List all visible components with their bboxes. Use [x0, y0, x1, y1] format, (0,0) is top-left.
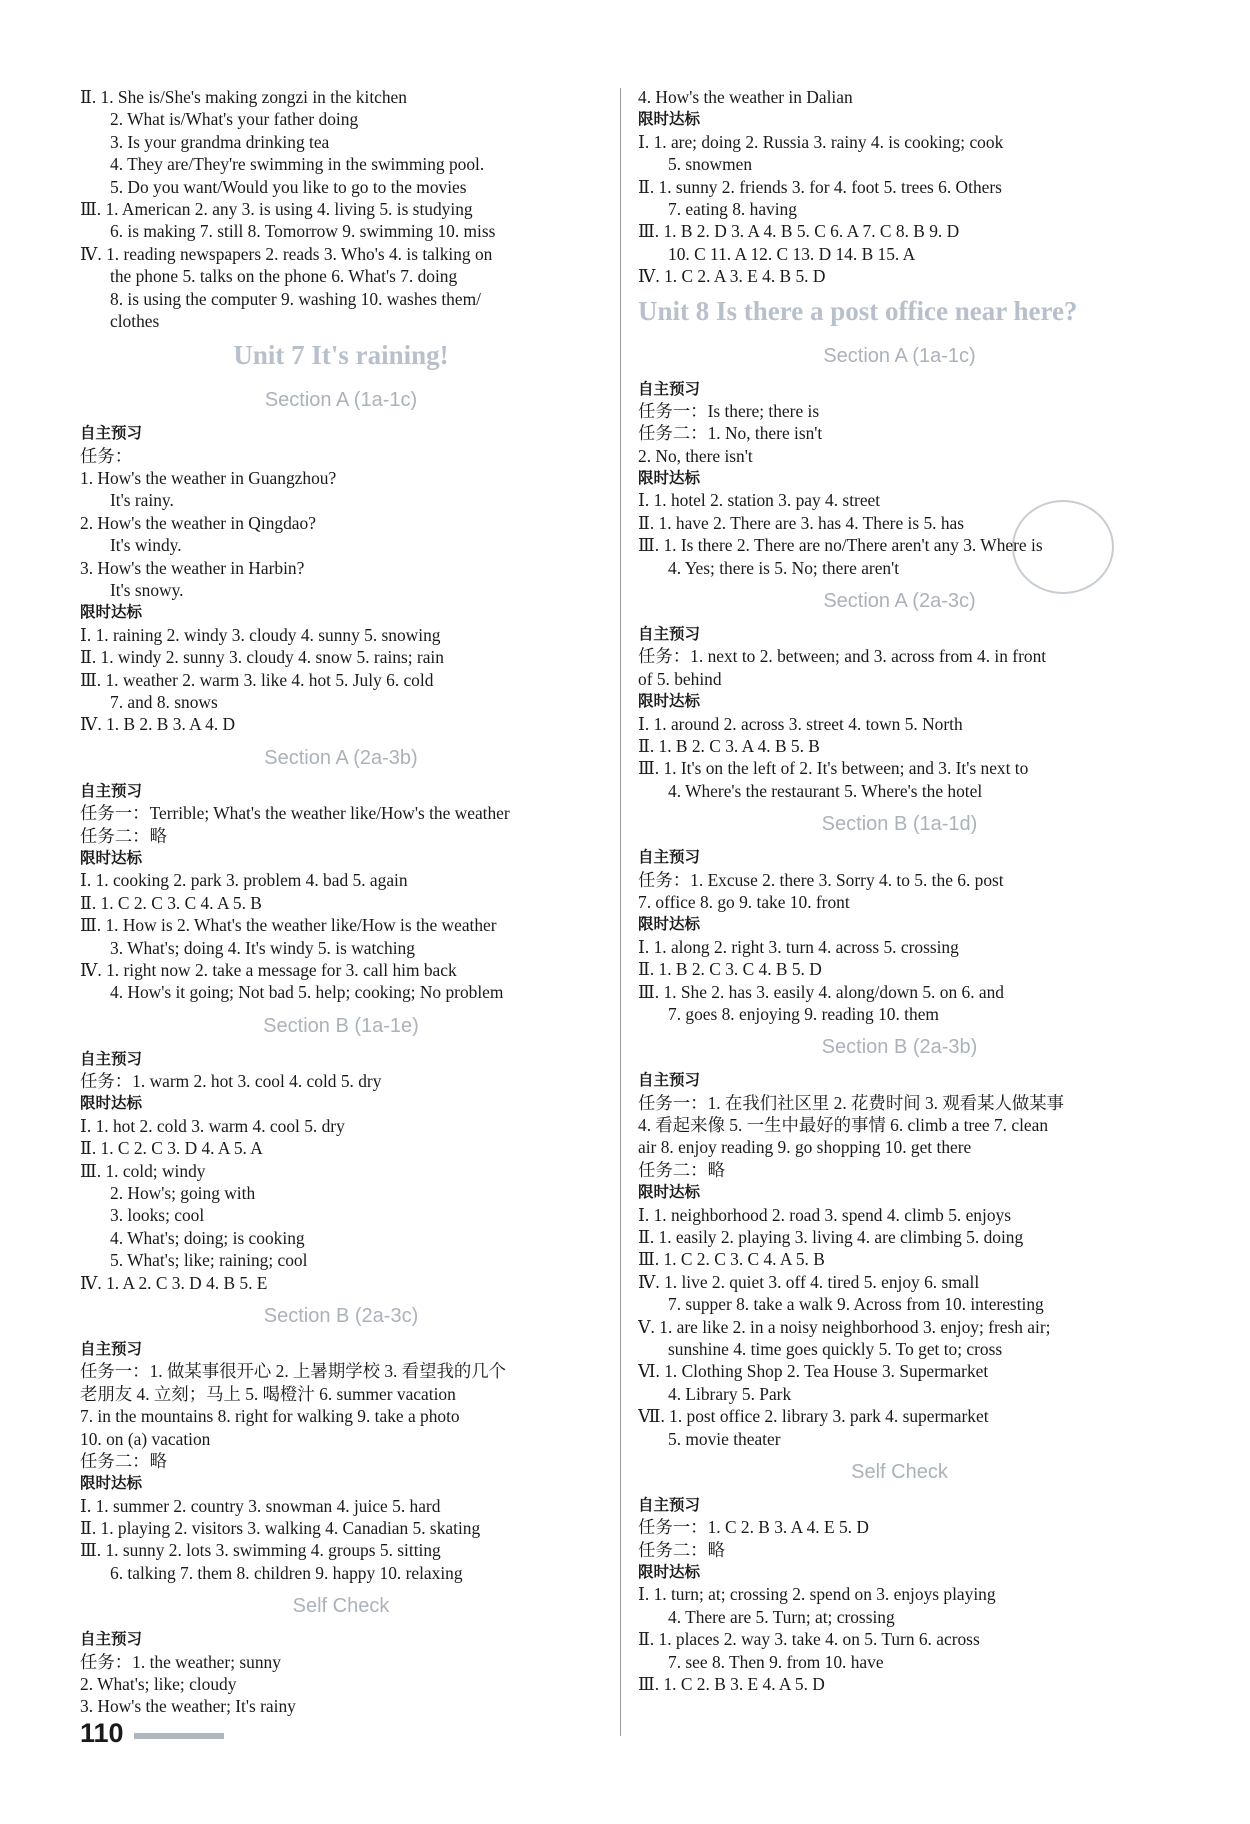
- answer-line: 4. Yes; there is 5. No; there aren't: [668, 557, 900, 578]
- answer-line: 7. see 8. Then 9. from 10. have: [668, 1651, 884, 1672]
- answer-line: Ⅰ. 1. are; doing 2. Russia 3. rainy 4. is cooking; cook: [638, 131, 1004, 152]
- answer-line: Ⅲ. 1. American 2. any 3. is using 4. living 5. is studying: [80, 198, 473, 219]
- answer-line: 2. What's; like; cloudy: [80, 1674, 237, 1695]
- column-divider: [620, 88, 621, 1736]
- answer-line: the phone 5. talks on the phone 6. What's 7. doing: [110, 266, 458, 287]
- section-heading: Section A (2a-3b): [264, 746, 418, 769]
- answer-line: Ⅰ. 1. turn; at; crossing 2. spend on 3. enjoys playing: [638, 1584, 996, 1605]
- exercise-heading: 限时达标: [638, 692, 701, 711]
- answer-line: Ⅲ. 1. sunny 2. lots 3. swimming 4. groups 5. sitting: [80, 1540, 441, 1561]
- answer-line: 10. on (a) vacation: [80, 1428, 211, 1449]
- answer-line: 3. What's; doing 4. It's windy 5. is watching: [110, 937, 415, 958]
- answer-line: 10. C 11. A 12. C 13. D 14. B 15. A: [668, 243, 916, 264]
- answer-line: Ⅳ. 1. live 2. quiet 3. off 4. tired 5. enjoy 6. small: [638, 1271, 980, 1292]
- answer-line: Ⅰ. 1. neighborhood 2. road 3. spend 4. climb 5. enjoys: [638, 1204, 1011, 1225]
- answer-line: Ⅱ. 1. playing 2. visitors 3. walking 4. Canadian 5. skating: [80, 1518, 481, 1539]
- answer-line: Ⅱ. 1. easily 2. playing 3. living 4. are climbing 5. doing: [638, 1227, 1024, 1248]
- exercise-heading: 自主预习: [638, 625, 701, 644]
- answer-line: of 5. behind: [638, 668, 722, 689]
- answer-line: Ⅰ. 1. hot 2. cold 3. warm 4. cool 5. dry: [80, 1115, 345, 1136]
- section-heading: Section A (1a-1c): [264, 389, 418, 412]
- answer-line: Ⅱ. 1. She is/She's making zongzi in the kitchen: [80, 87, 407, 107]
- answer-line: 5. What's; like; raining; cool: [110, 1250, 308, 1271]
- exercise-heading: 自主预习: [638, 848, 701, 867]
- answer-line: Ⅱ. 1. sunny 2. friends 3. for 4. foot 5. trees 6. Others: [638, 176, 1002, 197]
- answer-line: 任务一：1. C 2. B 3. A 4. E 5. D: [638, 1517, 869, 1538]
- answer-line: Ⅶ. 1. post office 2. library 3. park 4. supermarket: [638, 1406, 989, 1427]
- answer-line: 老朋友 4. 立刻；马上 5. 喝橙汁 6. summer vacation: [80, 1383, 456, 1404]
- answer-line: Ⅲ. 1. Is there 2. There are no/There aren't any 3. Where is: [638, 535, 1043, 556]
- answer-line: 任务：: [80, 445, 133, 466]
- answer-line: Ⅰ. 1. hotel 2. station 3. pay 4. street: [638, 490, 881, 511]
- answer-line: 4. They are/They're swimming in the swimming pool.: [110, 154, 485, 175]
- answer-line: 4. Library 5. Park: [668, 1383, 792, 1404]
- answer-line: 4. Where's the restaurant 5. Where's the hotel: [668, 780, 983, 801]
- answer-line: Ⅱ. 1. C 2. C 3. D 4. A 5. A: [80, 1138, 263, 1159]
- answer-line: 任务二：略: [80, 1450, 167, 1471]
- answer-line: Ⅱ. 1. have 2. There are 3. has 4. There is 5. has: [638, 512, 965, 533]
- section-heading: Section B (1a-1e): [263, 1014, 419, 1037]
- answer-line: It's windy.: [110, 535, 182, 556]
- exercise-heading: 限时达标: [638, 1563, 701, 1582]
- answer-line: Ⅱ. 1. places 2. way 3. take 4. on 5. Turn 6. across: [638, 1629, 980, 1650]
- answer-line: Ⅲ. 1. weather 2. warm 3. like 4. hot 5. July 6. cold: [80, 669, 434, 690]
- section-heading: Section B (2a-3c): [263, 1304, 419, 1327]
- section-heading: Self Check: [292, 1595, 390, 1618]
- answer-line: 5. snowmen: [668, 154, 753, 175]
- answer-line: clothes: [110, 310, 160, 331]
- exercise-heading: 自主预习: [638, 1495, 701, 1514]
- answer-line: Ⅲ. 1. C 2. B 3. E 4. A 5. D: [638, 1674, 825, 1695]
- answer-line: 3. Is your grandma drinking tea: [110, 131, 330, 152]
- exercise-heading: 限时达标: [638, 110, 701, 129]
- answer-line: 3. How's the weather; It's rainy: [80, 1696, 296, 1717]
- answer-line: 3. How's the weather in Harbin?: [80, 557, 305, 578]
- answer-line: Ⅳ. 1. reading newspapers 2. reads 3. Who's 4. is talking on: [80, 243, 493, 264]
- exercise-heading: 自主预习: [80, 424, 143, 443]
- section-heading: Section B (1a-1d): [821, 813, 978, 836]
- answer-line: 任务：1. next to 2. between; and 3. across from 4. in front: [638, 646, 1047, 667]
- answer-line: 4. 看起来像 5. 一生中最好的事情 6. climb a tree 7. clean: [638, 1115, 1049, 1136]
- answer-line: Ⅳ. 1. C 2. A 3. E 4. B 5. D: [638, 266, 826, 287]
- answer-line: 任务一：Is there; there is: [638, 400, 820, 421]
- answer-line: 7. in the mountains 8. right for walking 9. take a photo: [80, 1406, 460, 1427]
- answer-line: 任务二：1. No, there isn't: [638, 423, 823, 444]
- exercise-heading: 限时达标: [638, 915, 701, 934]
- answer-line: 8. is using the computer 9. washing 10. washes them/: [110, 288, 481, 309]
- answer-line: 7. office 8. go 9. take 10. front: [638, 891, 850, 912]
- answer-line: Ⅱ. 1. windy 2. sunny 3. cloudy 4. snow 5. rains; rain: [80, 647, 444, 668]
- exercise-heading: 自主预习: [638, 1071, 701, 1090]
- answer-line: It's rainy.: [110, 490, 174, 511]
- answer-line: 任务一：1. 在我们社区里 2. 花费时间 3. 观看某人做某事: [638, 1092, 1065, 1113]
- answer-line: 6. is making 7. still 8. Tomorrow 9. swimming 10. miss: [110, 221, 496, 242]
- page-number-bar: [134, 1733, 224, 1739]
- exercise-heading: 自主预习: [80, 781, 143, 800]
- answer-line: air 8. enjoy reading 9. go shopping 10. get there: [638, 1137, 972, 1158]
- exercise-heading: 自主预习: [80, 1630, 143, 1649]
- answer-line: 4. How's it going; Not bad 5. help; cooking; No problem: [110, 982, 504, 1003]
- answer-line: Ⅱ. 1. B 2. C 3. C 4. B 5. D: [638, 959, 822, 980]
- answer-line: 2. How's the weather in Qingdao?: [80, 512, 316, 533]
- section-heading: Self Check: [851, 1460, 948, 1483]
- answer-line: 任务二：略: [638, 1539, 725, 1560]
- exercise-heading: 限时达标: [638, 1183, 701, 1202]
- exercise-heading: 限时达标: [80, 1474, 143, 1493]
- answer-line: Ⅲ. 1. C 2. C 3. C 4. A 5. B: [638, 1249, 825, 1270]
- answer-line: Ⅰ. 1. cooking 2. park 3. problem 4. bad 5. again: [80, 870, 408, 891]
- unit-title: Unit 7 It's raining!: [233, 340, 449, 371]
- answer-line: 任务二：略: [638, 1159, 725, 1180]
- answer-line: 7. goes 8. enjoying 9. reading 10. them: [668, 1003, 939, 1024]
- answer-line: Ⅱ. 1. B 2. C 3. A 4. B 5. B: [638, 735, 820, 756]
- exercise-heading: 限时达标: [80, 848, 143, 867]
- left-column: [80, 86, 602, 1718]
- exercise-heading: 自主预习: [80, 1339, 143, 1358]
- answer-line: Ⅳ. 1. B 2. B 3. A 4. D: [80, 714, 236, 735]
- answer-line: Ⅵ. 1. Clothing Shop 2. Tea House 3. Supermarket: [638, 1361, 989, 1382]
- answer-line: Ⅲ. 1. How is 2. What's the weather like/How is the weather: [80, 915, 497, 936]
- exercise-heading: 限时达标: [80, 603, 143, 622]
- answer-line: 任务一：Terrible; What's the weather like/How's the weather: [80, 803, 510, 824]
- answer-line: 7. and 8. snows: [110, 691, 218, 712]
- answer-line: 任务：1. the weather; sunny: [80, 1651, 281, 1672]
- answer-line: Ⅰ. 1. raining 2. windy 3. cloudy 4. sunny 5. snowing: [80, 624, 441, 645]
- answer-line: 任务一：1. 做某事很开心 2. 上暑期学校 3. 看望我的几个: [80, 1361, 507, 1382]
- exercise-heading: 限时达标: [80, 1094, 143, 1113]
- answer-line: 4. What's; doing; is cooking: [110, 1227, 305, 1248]
- answer-line: Ⅰ. 1. along 2. right 3. turn 4. across 5. crossing: [638, 936, 959, 957]
- answer-line: 5. Do you want/Would you like to go to the movies: [110, 176, 467, 197]
- answer-line: Ⅲ. 1. It's on the left of 2. It's between; and 3. It's next to: [638, 758, 1029, 779]
- answer-line: Ⅳ. 1. A 2. C 3. D 4. B 5. E: [80, 1272, 268, 1293]
- answer-line: Ⅱ. 1. C 2. C 3. C 4. A 5. B: [80, 892, 262, 913]
- answer-line: 4. There are 5. Turn; at; crossing: [668, 1606, 895, 1627]
- answer-line: 任务二：略: [80, 825, 167, 846]
- answer-line: 1. How's the weather in Guangzhou?: [80, 468, 337, 489]
- answer-line: 7. supper 8. take a walk 9. Across from 10. interesting: [668, 1294, 1044, 1315]
- answer-line: 3. looks; cool: [110, 1205, 205, 1226]
- right-column: [638, 86, 1161, 1695]
- section-heading: Section A (1a-1c): [823, 344, 976, 367]
- answer-line: Ⅲ. 1. B 2. D 3. A 4. B 5. C 6. A 7. C 8. B 9. D: [638, 221, 960, 242]
- exercise-heading: 限时达标: [638, 469, 701, 488]
- answer-line: Ⅲ. 1. She 2. has 3. easily 4. along/down 5. on 6. and: [638, 981, 1004, 1002]
- answer-line: Ⅴ. 1. are like 2. in a noisy neighborhood 3. enjoy; fresh air;: [638, 1316, 1051, 1337]
- answer-line: 6. talking 7. them 8. children 9. happy 10. relaxing: [110, 1562, 463, 1583]
- answer-line: Ⅳ. 1. right now 2. take a message for 3. call him back: [80, 959, 457, 980]
- answer-line: 任务：1. warm 2. hot 3. cool 4. cold 5. dry: [80, 1071, 382, 1092]
- answer-line: Ⅰ. 1. around 2. across 3. street 4. town 5. North: [638, 713, 963, 734]
- answer-line: Ⅰ. 1. summer 2. country 3. snowman 4. juice 5. hard: [80, 1495, 441, 1516]
- answer-line: 任务：1. Excuse 2. there 3. Sorry 4. to 5. the 6. post: [638, 869, 1004, 890]
- answer-line: 2. No, there isn't: [638, 445, 753, 466]
- section-heading: Section A (2a-3c): [823, 590, 976, 613]
- exercise-heading: 自主预习: [80, 1049, 143, 1068]
- answer-line: Ⅲ. 1. cold; windy: [80, 1160, 206, 1181]
- exercise-heading: 自主预习: [638, 379, 701, 398]
- answer-line: 2. How's; going with: [110, 1183, 256, 1204]
- answer-line: sunshine 4. time goes quickly 5. To get to; cross: [668, 1338, 1003, 1359]
- answer-line: 4. How's the weather in Dalian: [638, 87, 853, 107]
- answer-line: It's snowy.: [110, 580, 184, 601]
- answer-line: 7. eating 8. having: [668, 198, 797, 219]
- unit-title: Unit 8 Is there a post office near here?: [638, 295, 1078, 326]
- section-heading: Section B (2a-3b): [821, 1036, 978, 1059]
- page-number: 110: [80, 1718, 124, 1748]
- answer-line: 5. movie theater: [668, 1428, 781, 1449]
- answer-line: 2. What is/What's your father doing: [110, 109, 359, 130]
